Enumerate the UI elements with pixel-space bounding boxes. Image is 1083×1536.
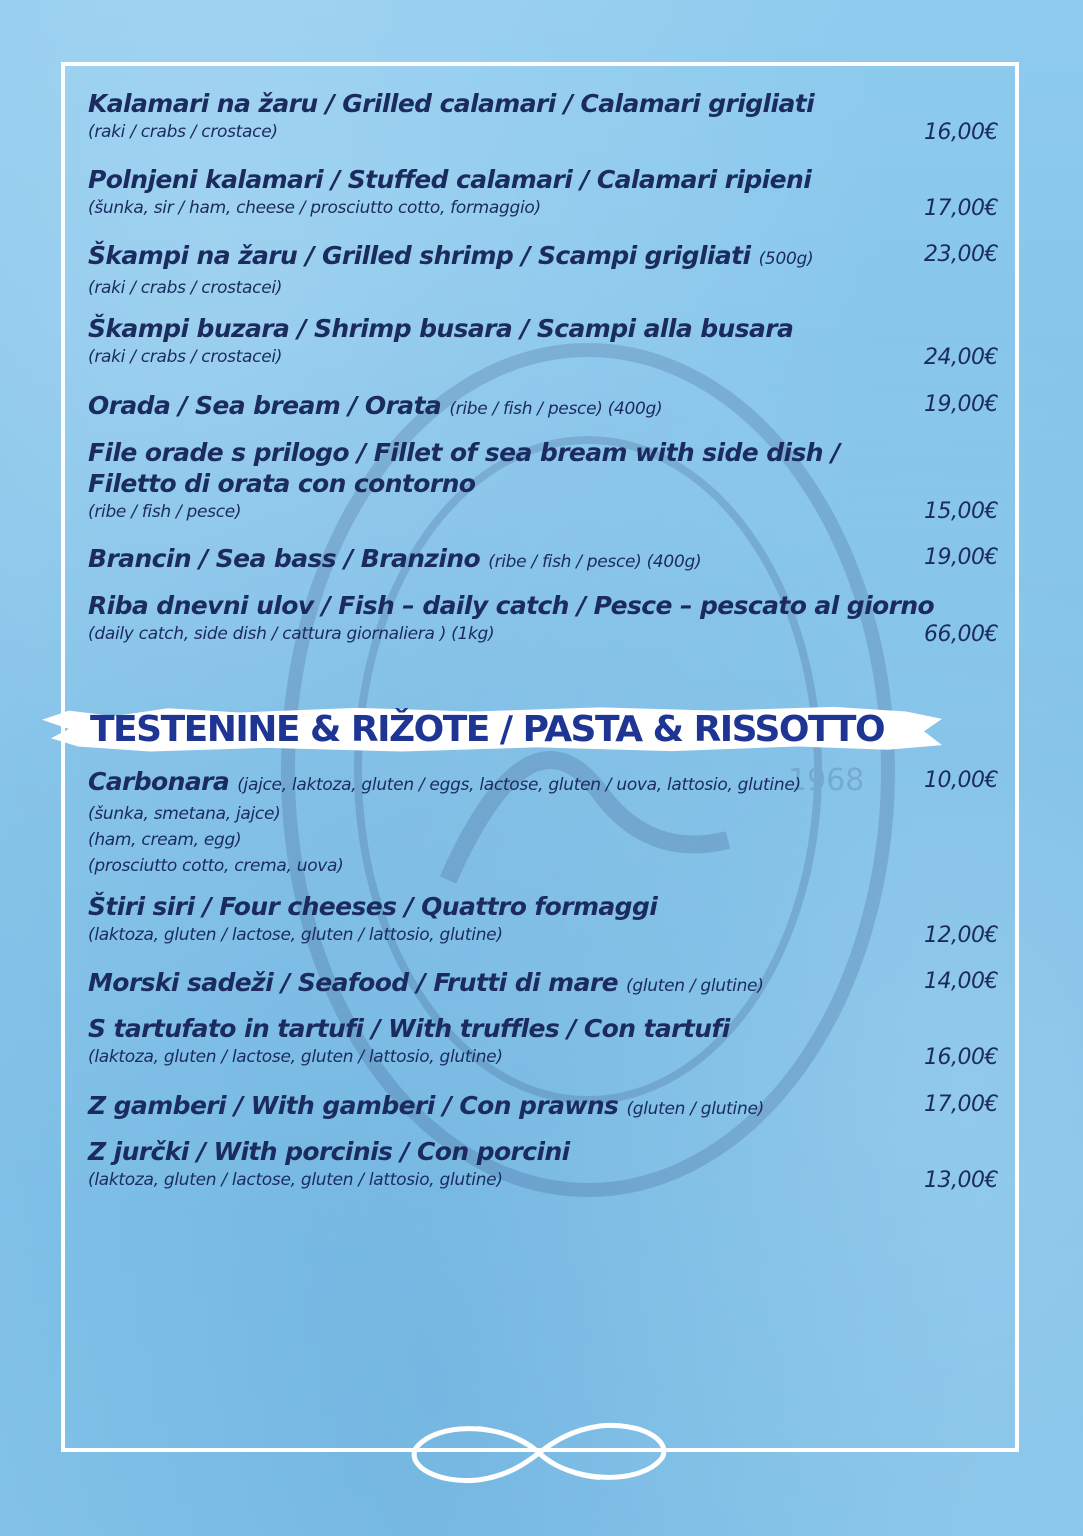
item-price: 19,00€ [924,545,998,570]
item-name: S tartufato in tartufi / With truffles / Con tartufi [88,1014,730,1043]
item-description: (prosciutto cotto, crema, uova) [88,856,344,876]
item-description: (ribe / fish / pesce) [88,502,242,522]
menu-item-stuffed-calamari [88,164,998,221]
item-allergens: (ribe / fish / pesce) (400g) [449,399,663,419]
item-price: 16,00€ [924,1045,998,1070]
menu-item-grilled-calamari [88,88,998,145]
item-name: Z jurčki / With porcinis / Con porcini [88,1137,570,1166]
item-allergens: (gluten / glutine) [626,1099,764,1119]
item-name: Riba dnevni ulov / Fish – daily catch / Pesce – pescato al giorno [88,591,935,620]
menu-item-grilled-shrimp [88,240,998,301]
item-name: Škampi na žaru / Grilled shrimp / Scampi grigliati [88,241,751,270]
item-description: (laktoza, gluten / lactose, gluten / lattosio, glutine) [88,1047,503,1067]
section-title: TESTENINE & RIŽOTE / PASTA & RISSOTTO [90,709,885,750]
item-price: 15,00€ [924,499,998,524]
item-name: Carbonara [88,767,230,796]
item-price: 17,00€ [924,1092,998,1117]
menu-item-prawns [88,1090,998,1125]
menu-item-four-cheeses [88,891,998,948]
item-description: (raki / crabs / crostacei) [88,278,283,298]
item-allergens: (jajce, laktoza, gluten / eggs, lactose, gluten / uova, lattosio, glutine) [237,775,801,795]
item-name: File orade s prilogo / Fillet of sea bream with side dish / [88,438,840,467]
menu-item-sea-bream [88,390,998,425]
item-description: (laktoza, gluten / lactose, gluten / lattosio, glutine) [88,1170,503,1190]
item-name: Kalamari na žaru / Grilled calamari / Calamari grigliati [88,89,815,118]
item-name-line2: Filetto di orata con contorno [88,469,476,498]
item-price: 12,00€ [924,923,998,948]
menu-item-daily-catch [88,590,998,647]
item-description: (raki / crabs / crostacei) [88,347,283,367]
item-allergens: (ribe / fish / pesce) (400g) [488,552,702,572]
section-banner [42,700,942,760]
item-name: Orada / Sea bream / Orata [88,391,442,420]
item-price: 17,00€ [924,196,998,221]
item-price: 24,00€ [924,345,998,370]
rope-knot-ornament [408,1418,670,1488]
item-description: (ham, cream, egg) [88,830,242,850]
item-description: (laktoza, gluten / lactose, gluten / lattosio, glutine) [88,925,503,945]
item-weight: (500g) [758,249,814,269]
item-price: 16,00€ [924,120,998,145]
item-price: 10,00€ [924,768,998,793]
menu-item-sea-bream-fillet [88,437,998,525]
item-description: (šunka, smetana, jajce) [88,804,281,824]
item-name: Polnjeni kalamari / Stuffed calamari / Calamari ripieni [88,165,812,194]
menu-item-shrimp-busara [88,313,998,370]
item-description: (šunka, sir / ham, cheese / prosciutto cotto, formaggio) [88,198,541,218]
menu-item-sea-bass [88,543,998,578]
watermark-year: 1968 [788,763,865,798]
menu-item-porcini [88,1136,998,1193]
item-price: 66,00€ [924,622,998,647]
item-description: (raki / crabs / crostace) [88,122,278,142]
item-name: Z gamberi / With gamberi / Con prawns [88,1091,619,1120]
item-allergens: (gluten / glutine) [626,976,764,996]
item-name: Štiri siri / Four cheeses / Quattro formaggi [88,892,658,921]
menu-item-carbonara [88,766,998,879]
item-price: 19,00€ [924,392,998,417]
item-name: Morski sadeži / Seafood / Frutti di mare [88,968,618,997]
item-name: Škampi buzara / Shrimp busara / Scampi alla busara [88,314,794,343]
menu-item-truffles [88,1013,998,1070]
item-price: 14,00€ [924,969,998,994]
menu-item-seafood [88,967,998,1002]
item-price: 23,00€ [924,242,998,267]
item-name: Brancin / Sea bass / Branzino [88,544,481,573]
item-price: 13,00€ [924,1168,998,1193]
item-description: (daily catch, side dish / cattura giornaliera ) (1kg) [88,624,495,644]
